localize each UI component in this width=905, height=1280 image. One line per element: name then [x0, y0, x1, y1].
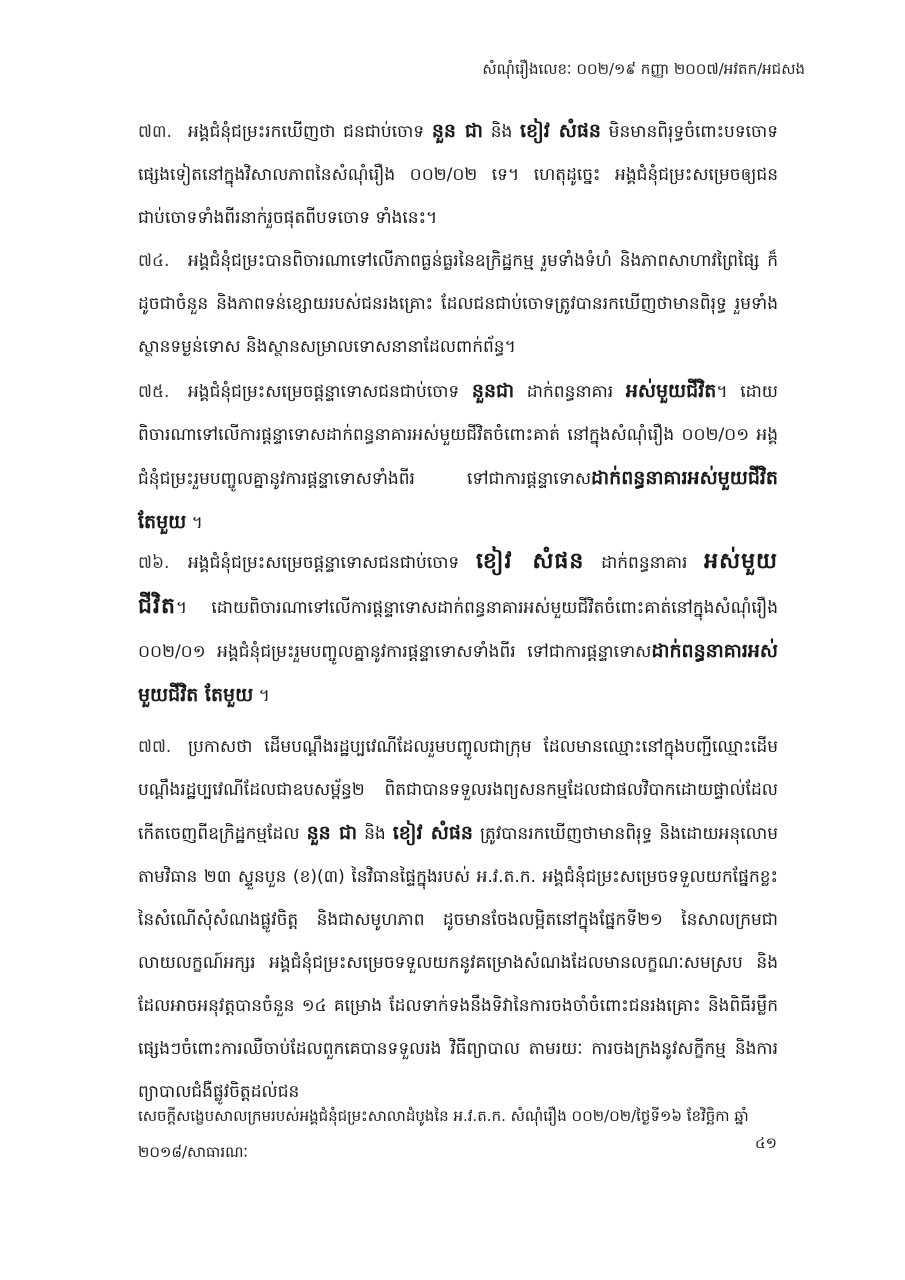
- page-number: ៤១: [755, 1134, 777, 1152]
- run-bold: នួន ជា: [431, 120, 483, 142]
- paragraph-number: ៧៦.: [138, 553, 170, 573]
- run-bold: នួន ជា: [306, 822, 358, 844]
- paragraph-73: [138, 110, 778, 240]
- paragraph-number: ៧៤.: [138, 251, 170, 271]
- paragraph-number: ៧៥.: [138, 382, 170, 402]
- case-reference-header: សំណុំរឿងលេខៈ ០០២/១៩ កញ្ញា ២០០៧/អវតក/អជសង: [482, 60, 805, 78]
- run-bold: នួនជា: [471, 380, 515, 402]
- run-bold: ខៀវ សំផន: [392, 822, 473, 844]
- paragraph-75: [138, 370, 778, 545]
- run-bold: ដាក់ពន្ធនាគារអស់មួយជីវិត តែមួយ: [138, 640, 778, 706]
- run-bold: អស់មួយជីវិត: [625, 380, 717, 402]
- run: និង: [357, 824, 393, 844]
- run: អង្គជំនុំជម្រះបានពិចារណាទៅលើភាពធ្ងន់ធ្ងរនៃឧក្រិដ្ឋកម្ម រួមទាំងទំហំ និងភាពសាហាវព្រៃផ្សៃ ក៏ដូចជាចំនួន និងភាពទន់ខ្សោយរបស់ជនរងគ្រោះ ដែលជនជាប់ចោទត្រូវបានរកឃើញថាមានពិរុទ្ធ រួមទាំងស្ថានទម្ងន់ទោស និងស្ថានសម្រាលទោសនានាដែលពាក់ព័ន្ធ។: [138, 251, 778, 357]
- run: មិនមានពិរុទ្ធចំពោះបទចោទផ្សេងទៀតនៅក្នុងវិសាលភាពនៃសំណុំរឿង ០០២/០២ ទេ។ ហេតុដូច្នេះ អង្គជំនុំជម្រះសម្រេចឲ្យជនជាប់ចោទទាំងពីរនាក់រួចផុតពីបទចោទ ទាំងនេះ។: [138, 122, 779, 228]
- run: អង្គជំនុំជម្រះសម្រេចផ្តន្ទាទោសជនជាប់ចោទ: [188, 553, 476, 573]
- run: ។ ដោយពិចារណាទៅលើការផ្តន្ទាទោសដាក់ពន្ធនាគារអស់មួយជីវិតចំពោះគាត់នៅក្នុងសំណុំរឿង ០០២/០១ អង្គជំនុំជម្រះរួមបញ្ចូលគ្នានូវការផ្តន្ទាទោសទាំងពីរ ទៅជាការផ្តន្ទាទោស: [138, 598, 778, 662]
- run: ដាក់ពន្ធនាគារ: [584, 553, 705, 573]
- run: អង្គជំនុំជម្រះរកឃើញថា ជនជាប់ចោទ: [188, 122, 432, 142]
- run: ប្រកាសថា ដើមបណ្តឹងរដ្ឋប្បវេណីដែលរួមបញ្ចូលជាក្រុម ដែលមានឈ្មោះនៅក្នុងបញ្ជីឈ្មោះដើមបណ្តឹងរដ្ឋប្បវេណីដែលជាឧបសម្ព័ន្ធ២ ពិតជាបានទទួលរងព្យសនកម្មដែលជាផលវិបាកដោយផ្ទាល់ដែលកើតចេញពីឧក្រិដ្ឋកម្មដែល: [138, 737, 778, 844]
- paragraph-77: [138, 726, 778, 1114]
- run: អង្គជំនុំជម្រះសម្រេចផ្តន្ទាទោសជនជាប់ចោទ: [188, 382, 472, 402]
- run: ។ ដោយពិចារណាទៅលើការផ្តន្ទាទោសដាក់ពន្ធនាគារអស់មួយជីវិតចំពោះគាត់ នៅក្នុងសំណុំរឿង ០០២/០១ អង្គជំនុំជម្រះរួមបញ្ចូលគ្នានូវការផ្តន្ទាទោសទាំងពីរ ទៅជាការផ្តន្ទាទោស: [138, 382, 778, 489]
- paragraph-76: [138, 540, 778, 718]
- paragraph-number: ៧៣.: [138, 122, 172, 142]
- run: ។: [186, 513, 203, 533]
- footer-text: សេចក្តីសង្ខេបសាលក្រមរបស់អង្គជំនុំជម្រះសាលាដំបូងនៃ អ.វ.ត.ក. សំណុំរឿង ០០២/០២/ថ្ងៃទី១៦ ខែវិច្ឆិកា ឆ្នាំ ២០១៨/សាធារណៈ: [138, 1107, 749, 1161]
- run-bold: ខៀវ សំផន: [475, 549, 585, 574]
- run-bold: អស់មួយជីវិត: [138, 549, 778, 619]
- run-bold: ដាក់ពន្ធនាគារអស់មួយជីវិត តែមួយ: [138, 467, 778, 533]
- paragraph-74: [138, 240, 778, 369]
- run: ។: [253, 686, 270, 706]
- run: ដាក់ពន្ធនាគារ: [514, 382, 626, 402]
- paragraph-number: ៧៧.: [138, 737, 172, 757]
- run: ត្រូវបានរកឃើញថាមានពិរុទ្ធ និងដោយអនុលោមតាមវិធាន ២៣ ស្ទួនបួន (ខ)(៣) នៃវិធានផ្ទៃក្នុងរបស់ អ.វ.ត.ក. អង្គជំនុំជម្រះសម្រេចទទួលយកផ្នែកខ្លះនៃសំណើសុំសំណងផ្លូវចិត្ត និងជាសមូហភាព ដូចមានចែងលម្អិតនៅក្នុងផ្នែកទី២១ នៃសាលក្រមជាលាយលក្ខណ៍អក្សរ អង្គជំនុំជម្រះសម្រេចទទួលយកនូវគម្រោងសំណងដែលមានលក្ខណៈសមស្រប និងដែលអាចអនុវត្តបានចំនួន ១៤ គម្រោង ដែលទាក់ទងនឹងទិវានៃការចងចាំចំពោះជនរងគ្រោះ និងពិធីរម្លឹកផ្សេងៗចំពោះការឈឺចាប់ដែលពួកគេបានទទួលរង វិធីព្យាបាល តាមរយៈ ការចងក្រងនូវសក្ខីកម្ម និងការព្យាបាលជំងឺផ្លូវចិត្តដល់ជន: [138, 824, 779, 1102]
- run: និង: [482, 122, 521, 142]
- run-bold: ខៀវ សំផន: [520, 120, 601, 142]
